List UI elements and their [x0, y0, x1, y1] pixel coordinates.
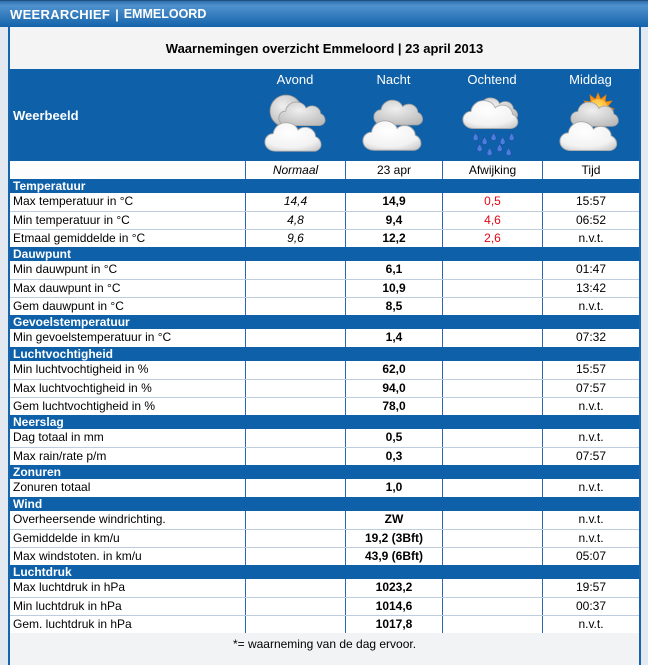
clouds-icon	[361, 89, 427, 159]
row-label: Min temperatuur in °C	[13, 213, 130, 227]
cell-tijd: n.v.t.	[542, 298, 639, 315]
cell-value: 9,4	[345, 212, 442, 229]
rain-cloud-icon	[459, 89, 525, 159]
cell-normaal	[245, 280, 345, 297]
cell-value: 0,5	[345, 429, 442, 447]
section-title: Neerslag	[13, 415, 64, 429]
cell-normaal	[245, 448, 345, 465]
table-row	[10, 379, 639, 397]
cell-afwijking	[442, 329, 542, 347]
cell-tijd: n.v.t.	[542, 479, 639, 497]
cell-afwijking	[442, 298, 542, 315]
location-name: EMMELOORD	[123, 7, 207, 21]
cell-normaal: 14,4	[245, 193, 345, 211]
period-label-ochtend: Ochtend	[467, 72, 517, 87]
cell-afwijking	[442, 548, 542, 565]
column-tijd: Tijd	[542, 161, 639, 179]
section-title: Gevoelstemperatuur	[13, 315, 130, 329]
weerbeeld-row	[10, 69, 639, 161]
table-row	[10, 429, 639, 447]
header-bar	[0, 0, 648, 27]
cell-value: 10,9	[345, 280, 442, 297]
section-header	[10, 247, 639, 261]
row-label: Gem luchtvochtigheid in %	[13, 399, 156, 413]
period-label-nacht: Nacht	[376, 72, 411, 87]
cell-normaal: 9,6	[245, 230, 345, 247]
row-label: Etmaal gemiddelde in °C	[13, 231, 146, 245]
cell-tijd: 15:57	[542, 361, 639, 379]
cell-tijd: 13:42	[542, 280, 639, 297]
table-row	[10, 615, 639, 633]
period-label-middag: Middag	[569, 72, 612, 87]
column-normaal: Normaal	[245, 161, 345, 179]
row-label: Dag totaal in mm	[13, 430, 104, 444]
cell-afwijking	[442, 616, 542, 633]
cell-afwijking	[442, 479, 542, 497]
table-row	[10, 579, 639, 597]
section-header	[10, 179, 639, 193]
column-afwijking: Afwijking	[442, 161, 542, 179]
table-row	[10, 479, 639, 497]
footnote: *= waarneming van de dag ervoor.	[10, 633, 639, 651]
cell-normaal	[245, 530, 345, 547]
row-label: Gemiddelde in km/u	[13, 531, 120, 545]
section-title: Temperatuur	[13, 179, 86, 193]
sun-behind-clouds-icon	[558, 89, 624, 159]
section-header	[10, 497, 639, 511]
row-label: Min luchtvochtigheid in %	[13, 362, 149, 376]
row-label: Max temperatuur in °C	[13, 194, 134, 208]
cell-value: 62,0	[345, 361, 442, 379]
column-header-row	[10, 161, 639, 179]
column-date: 23 apr	[345, 161, 442, 179]
cell-value: 1014,6	[345, 598, 442, 615]
section-header	[10, 465, 639, 479]
cell-normaal	[245, 429, 345, 447]
cell-value: 14,9	[345, 193, 442, 211]
cell-value: 1023,2	[345, 579, 442, 597]
table-row	[10, 511, 639, 529]
table-row	[10, 211, 639, 229]
cell-normaal	[245, 298, 345, 315]
cell-normaal	[245, 329, 345, 347]
cell-tijd: 07:57	[542, 448, 639, 465]
cell-value: 8,5	[345, 298, 442, 315]
cell-normaal	[245, 398, 345, 415]
section-title: Zonuren	[13, 465, 61, 479]
cell-afwijking	[442, 448, 542, 465]
period-label-avond: Avond	[276, 72, 314, 87]
cell-value: 1,4	[345, 329, 442, 347]
row-label: Max rain/rate p/m	[13, 449, 107, 463]
period-nacht	[345, 69, 442, 161]
row-label: Overheersende windrichting.	[13, 512, 166, 526]
row-label: Gem. luchtdruk in hPa	[13, 617, 132, 631]
cell-tijd: n.v.t.	[542, 230, 639, 247]
row-label: Zonuren totaal	[13, 480, 91, 494]
cell-normaal	[245, 511, 345, 529]
table-row	[10, 329, 639, 347]
cell-afwijking	[442, 530, 542, 547]
main-frame	[8, 27, 641, 665]
cell-afwijking	[442, 361, 542, 379]
cell-value: 1,0	[345, 479, 442, 497]
section-header	[10, 565, 639, 579]
cell-normaal	[245, 548, 345, 565]
row-label: Max luchtdruk in hPa	[13, 580, 126, 594]
table-row	[10, 193, 639, 211]
cell-normaal: 4,8	[245, 212, 345, 229]
cell-afwijking	[442, 380, 542, 397]
cell-tijd: n.v.t.	[542, 511, 639, 529]
cell-afwijking	[442, 598, 542, 615]
table-row	[10, 597, 639, 615]
cell-tijd: n.v.t.	[542, 398, 639, 415]
cell-value: 78,0	[345, 398, 442, 415]
cell-normaal	[245, 579, 345, 597]
cell-tijd: 06:52	[542, 212, 639, 229]
cell-value: 12,2	[345, 230, 442, 247]
cell-value: ZW	[345, 511, 442, 529]
cell-normaal	[245, 479, 345, 497]
cell-afwijking: 0,5	[442, 193, 542, 211]
section-header	[10, 315, 639, 329]
cell-afwijking	[442, 398, 542, 415]
row-label: Gem dauwpunt in °C	[13, 299, 124, 313]
row-label: Min gevoelstemperatuur in °C	[13, 330, 172, 344]
row-label: Min luchtdruk in hPa	[13, 599, 122, 613]
row-label: Min dauwpunt in °C	[13, 262, 118, 276]
section-title: Luchtvochtigheid	[13, 347, 113, 361]
column-spacer	[10, 161, 245, 179]
cell-value: 0,3	[345, 448, 442, 465]
cell-value: 94,0	[345, 380, 442, 397]
row-label: Max luchtvochtigheid in %	[13, 381, 152, 395]
table-row	[10, 229, 639, 247]
cell-normaal	[245, 380, 345, 397]
section-title: Luchtdruk	[13, 565, 72, 579]
cell-value: 6,1	[345, 261, 442, 279]
cell-tijd: n.v.t.	[542, 530, 639, 547]
cell-tijd: 07:57	[542, 380, 639, 397]
period-avond	[245, 69, 345, 161]
cell-value: 43,9 (6Bft)	[345, 548, 442, 565]
cell-afwijking	[442, 579, 542, 597]
cell-tijd: 19:57	[542, 579, 639, 597]
section-title: Wind	[13, 497, 43, 511]
header-separator: |	[115, 6, 119, 22]
cell-tijd: 05:07	[542, 548, 639, 565]
table-row	[10, 297, 639, 315]
cell-normaal	[245, 361, 345, 379]
cell-tijd: n.v.t.	[542, 429, 639, 447]
cell-afwijking: 4,6	[442, 212, 542, 229]
cell-value: 19,2 (3Bft)	[345, 530, 442, 547]
row-label: Max windstoten. in km/u	[13, 549, 142, 563]
cell-afwijking	[442, 261, 542, 279]
cell-tijd: n.v.t.	[542, 616, 639, 633]
period-ochtend	[442, 69, 542, 161]
table-row	[10, 279, 639, 297]
weerbeeld-label: Weerbeeld	[13, 107, 79, 123]
table-row	[10, 261, 639, 279]
cell-tijd: 01:47	[542, 261, 639, 279]
section-title: Dauwpunt	[13, 247, 71, 261]
cell-tijd: 07:32	[542, 329, 639, 347]
section-header	[10, 347, 639, 361]
row-label: Max dauwpunt in °C	[13, 281, 121, 295]
cell-afwijking	[442, 429, 542, 447]
table-row	[10, 547, 639, 565]
moon-behind-clouds-icon	[262, 89, 328, 159]
table-row	[10, 361, 639, 379]
cell-value: 1017,8	[345, 616, 442, 633]
cell-normaal	[245, 261, 345, 279]
cell-tijd: 00:37	[542, 598, 639, 615]
table-row	[10, 447, 639, 465]
section-header	[10, 415, 639, 429]
cell-normaal	[245, 616, 345, 633]
cell-afwijking: 2,6	[442, 230, 542, 247]
page-title: Waarnemingen overzicht Emmeloord | 23 april 2013	[10, 27, 639, 69]
cell-afwijking	[442, 511, 542, 529]
site-brand: WEERARCHIEF	[10, 6, 111, 22]
table-body	[10, 179, 639, 633]
cell-afwijking	[442, 280, 542, 297]
cell-normaal	[245, 598, 345, 615]
table-row	[10, 397, 639, 415]
period-middag	[542, 69, 639, 161]
table-row	[10, 529, 639, 547]
cell-tijd: 15:57	[542, 193, 639, 211]
